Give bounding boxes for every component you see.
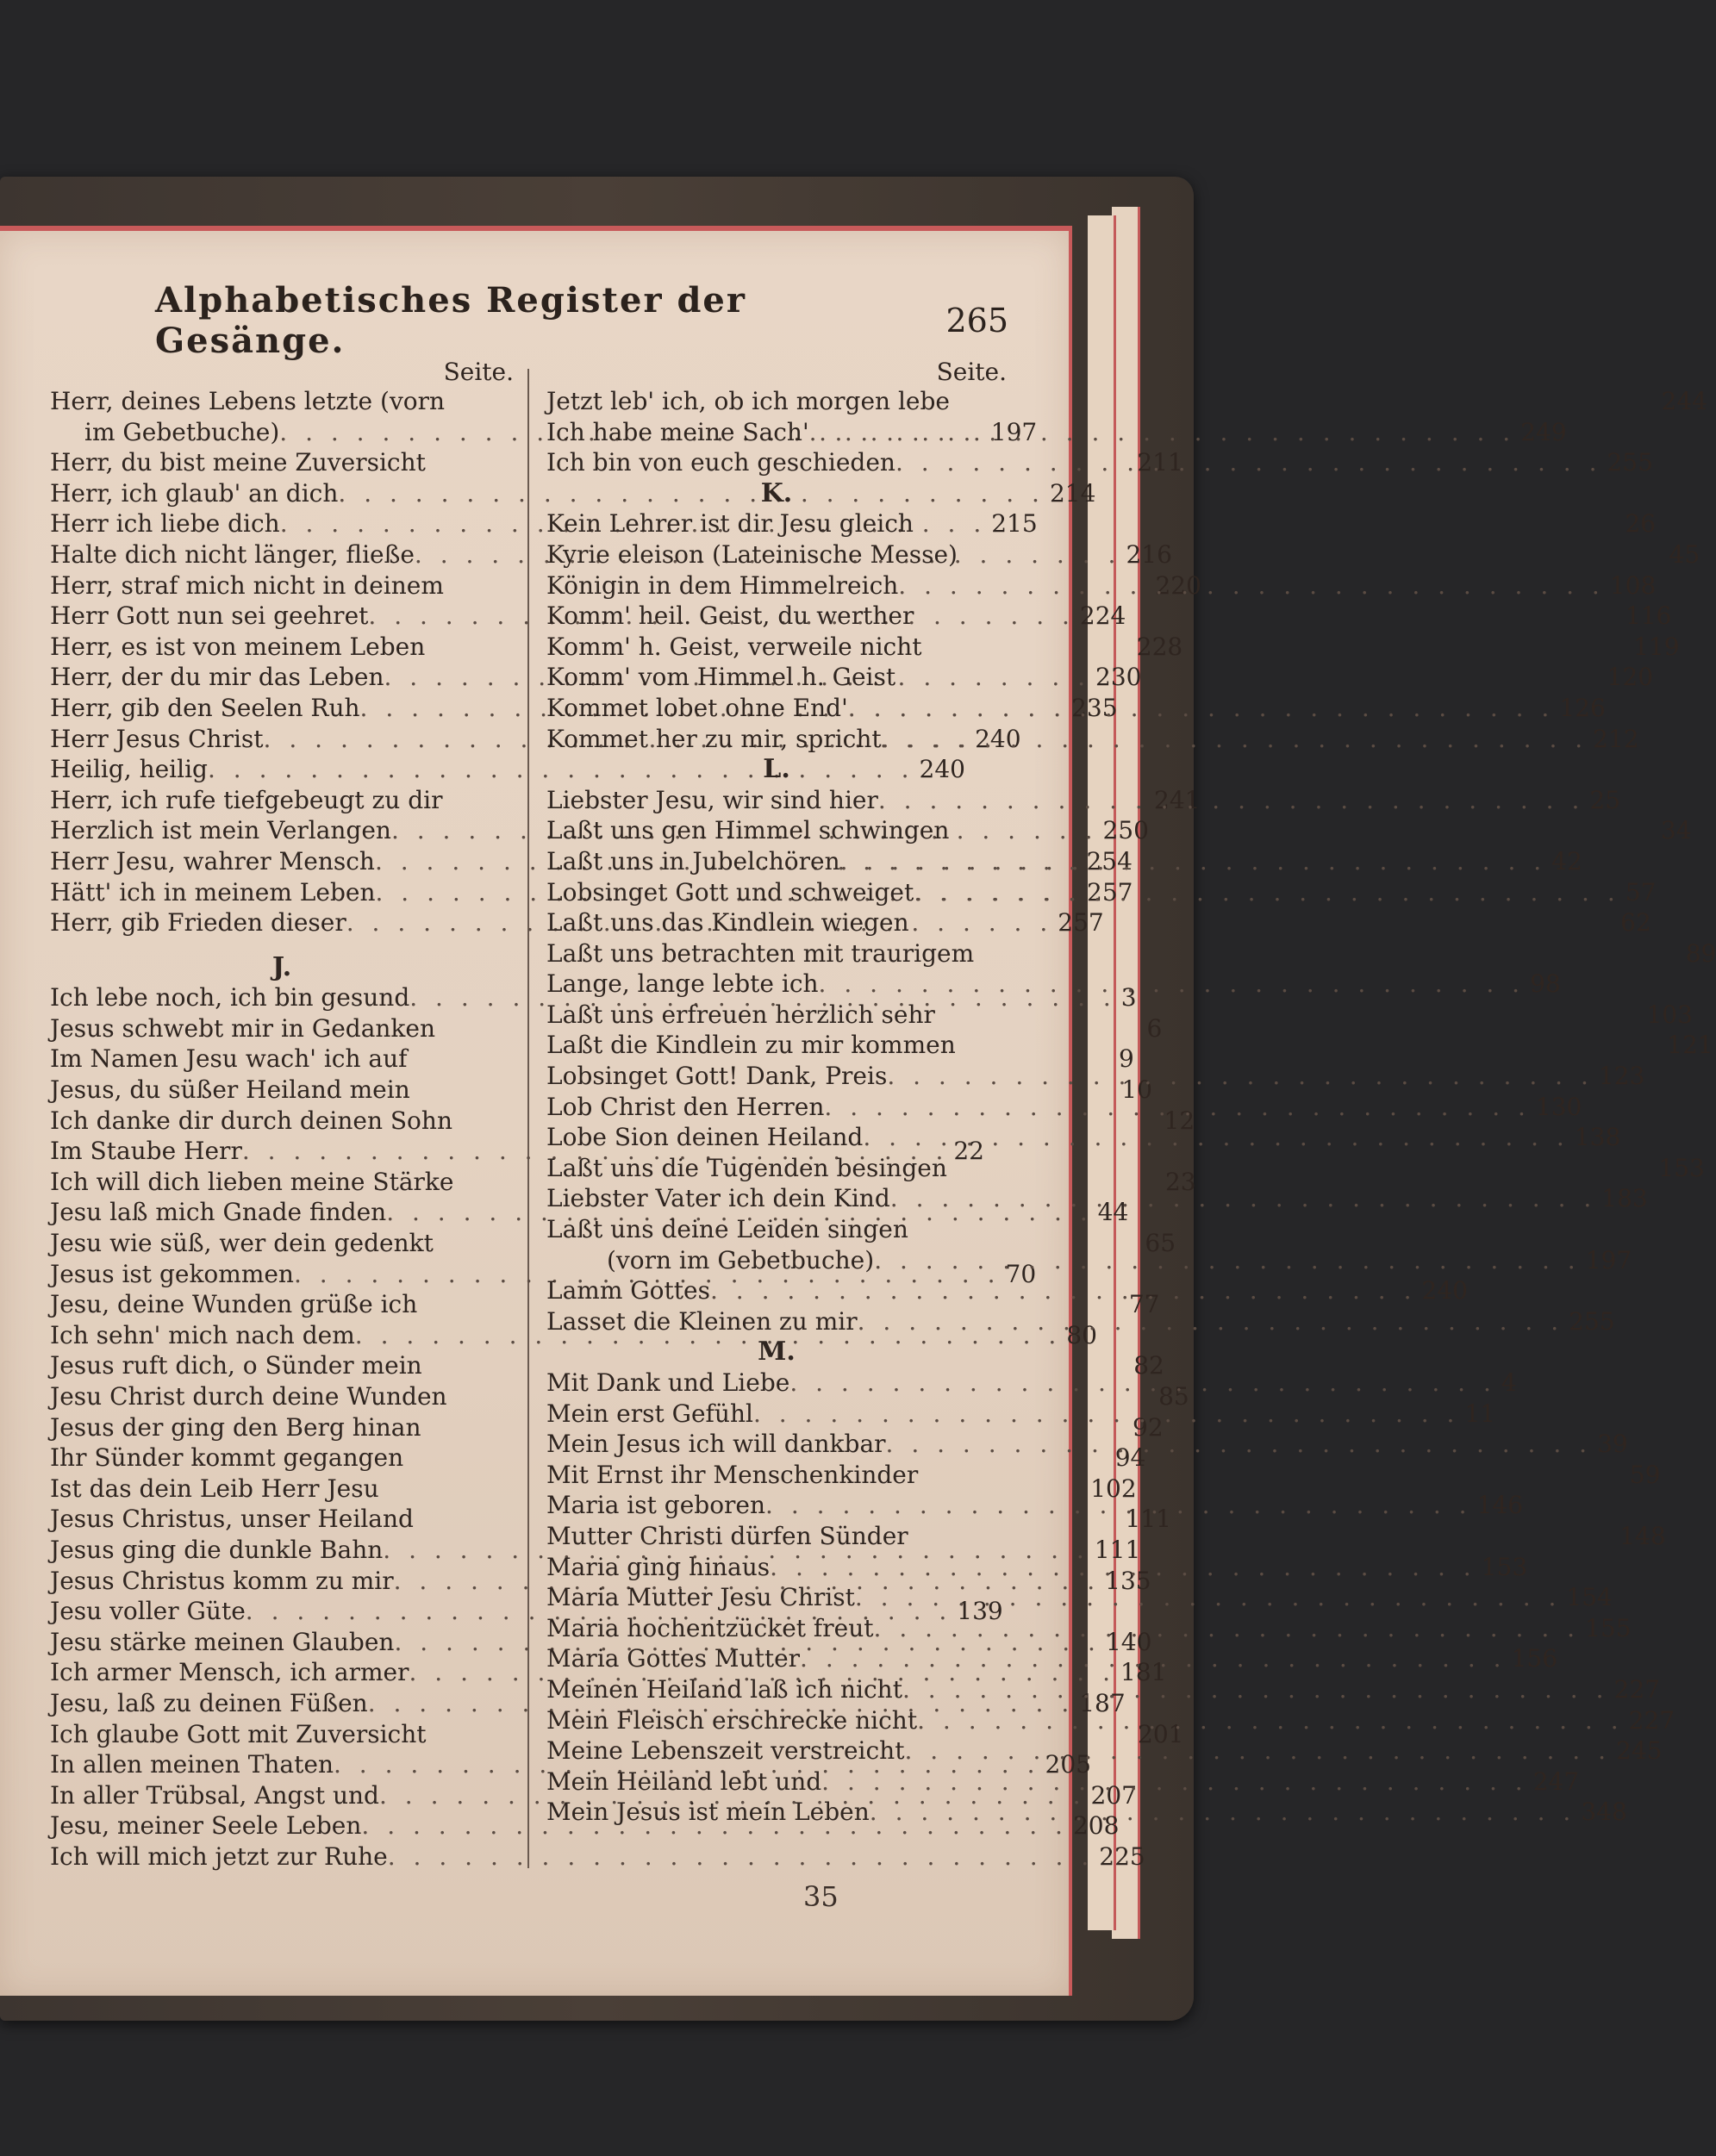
entry-title: Herr, du bist meine Zuversicht (50, 448, 426, 477)
entry-title: Ich will dich lieben meine Stärke (50, 1167, 454, 1196)
dot-leader (898, 570, 1605, 601)
entry-page-number: 89 (1685, 938, 1716, 968)
entry-page-number: 121 (1667, 1031, 1713, 1060)
entry-title: Laßt uns in Jubelchören (546, 846, 840, 875)
dot-leader (858, 1306, 1564, 1337)
entry-page-number: 85 (1158, 1382, 1189, 1411)
entry-title: Jesus Christus komm zu mir (50, 1566, 394, 1595)
entry-page-number: 42 (1551, 846, 1582, 875)
entry-page-number: 3 (1120, 983, 1137, 1013)
entry-title: Jetzt leb' ich, ob ich morgen lebe (546, 387, 950, 415)
entry-page-number: 102 (1090, 1474, 1137, 1503)
dot-leader (914, 877, 1620, 908)
entry-page-number: 111 (1125, 1505, 1171, 1534)
signature-mark: 35 (803, 1880, 839, 1913)
entry-page-number: 220 (1155, 570, 1201, 600)
entry-title: Mein erst Gefühl (546, 1399, 753, 1428)
dot-leader (863, 1122, 1569, 1153)
entry-page-number: 120 (1607, 663, 1654, 692)
entry-title: Jesu voller Güte (50, 1597, 246, 1626)
entry-title: Ich glaube Gott mit Zuversicht (50, 1719, 427, 1748)
entry-page-number: 211 (1137, 448, 1183, 477)
entry-title: Im Staube Herr (50, 1137, 242, 1166)
index-entry (546, 386, 1707, 417)
dot-leader (789, 1368, 1496, 1399)
dot-leader (895, 447, 1602, 478)
index-entry (546, 1214, 1007, 1245)
entry-page-number: 249 (1520, 417, 1567, 446)
entry-title: Heilig, heilig (50, 755, 208, 784)
entry-page-number: 130 (1535, 1092, 1582, 1121)
entry-title: Liebster Vater ich dein Kind (546, 1184, 890, 1213)
entry-page-number: 250 (1102, 816, 1149, 845)
entry-title: Jesu, laß zu deinen Füßen (50, 1688, 368, 1717)
entry-title: Jesu wie süß, wer dein gedenkt (50, 1229, 434, 1258)
entry-page-number: 240 (919, 755, 965, 784)
entry-page-number: 155 (1585, 1613, 1632, 1642)
entry-page-number: 197 (990, 417, 1038, 446)
index-entry (50, 386, 514, 417)
entry-title: Ich danke dir durch deinen Sohn (50, 1106, 452, 1135)
entry-page-number: 135 (1105, 1566, 1151, 1595)
entry-page-number: 255 (1569, 1306, 1615, 1336)
entry-page-number: 140 (1105, 1627, 1152, 1656)
entry-title: Komm' heil. Geist, du werther (546, 601, 914, 631)
dot-leader (855, 1582, 1562, 1613)
entry-title: Meine Lebenszeit verstreicht (546, 1736, 905, 1766)
entry-page-number: 10 (1121, 1075, 1152, 1105)
index-entry (546, 724, 1639, 755)
entry-page-number: 227 (1613, 1674, 1660, 1704)
entry-title: Lange, lange lebte ich (546, 969, 819, 999)
entry-title: Jesus ist gekommen (50, 1259, 294, 1288)
entry-page-number: 212 (1593, 724, 1639, 753)
entry-title: In allen meinen Thaten (50, 1750, 334, 1779)
entry-title: Jesus der ging den Berg hinan (50, 1412, 421, 1442)
entry-title: Herr Gott nun sei geehret (50, 601, 369, 631)
entry-title: Komm' vom Himmel h. Geist (546, 663, 896, 692)
entry-page-number: 34 (1660, 816, 1692, 845)
index-entry (546, 969, 1561, 1000)
dot-leader (848, 693, 1555, 724)
entry-page-number: 94 (1114, 1443, 1146, 1473)
dot-leader (710, 1275, 1417, 1306)
dot-leader (753, 1399, 1460, 1430)
entry-title: Kommet her zu mir, spricht (546, 724, 882, 753)
entry-page-number: 70 (1005, 1259, 1037, 1288)
entry-page-number: 12 (1164, 1106, 1195, 1135)
dot-leader (388, 1841, 1095, 1872)
dot-leader (874, 1245, 1581, 1276)
entry-title: Ihr Sünder kommt gegangen (50, 1443, 404, 1473)
index-entry (546, 1000, 1693, 1031)
entry-page-number: 6 (1146, 1013, 1163, 1043)
index-entry (546, 1582, 1613, 1613)
index-entry (50, 478, 1096, 509)
entry-title: Lob Christ den Herren (546, 1092, 825, 1121)
entry-title: Jesus ging die dunkle Bahn (50, 1535, 384, 1564)
entry-page-number: 197 (1585, 1245, 1632, 1274)
entry-title: Jesu laß mich Gnade finden (50, 1198, 387, 1227)
entry-title: Lobsinget Gott! Dank, Preis (546, 1062, 888, 1091)
entry-title: Herr, gib Frieden dieser (50, 908, 346, 938)
dot-leader (886, 1429, 1593, 1460)
entry-title: Halte dich nicht länger, fließe (50, 539, 415, 569)
dot-leader (870, 1797, 1576, 1828)
entry-title: Lobsinget Gott und schweiget (546, 877, 914, 907)
entry-page-number: 348 (1581, 1798, 1627, 1827)
entry-page-number: 77 (1128, 1290, 1160, 1319)
column-head: Seite. (936, 358, 1007, 386)
section-letter: K. (760, 477, 793, 508)
entry-title: Ich habe meine Sach' (546, 417, 809, 446)
entry-title: Jesus schwebt mir in Gedanken (50, 1013, 436, 1043)
entry-title: Herr Jesu, wahrer Mensch (50, 846, 375, 875)
entry-page-number: 45 (1669, 539, 1700, 569)
entry-page-number: 153 (1658, 1153, 1705, 1182)
column-head: Seite. (443, 358, 514, 386)
entry-page-number: 241 (1154, 785, 1201, 814)
entry-page-number: 4 (1501, 1368, 1517, 1397)
entry-page-number: 257 (1058, 908, 1104, 938)
entry-page-number: 23 (1164, 1167, 1196, 1196)
entry-page-number: 9 (1119, 1044, 1134, 1074)
entry-title: Mein Heiland lebt und (546, 1767, 822, 1796)
index-entry (50, 1350, 1164, 1381)
entry-page-number: 244 (1661, 387, 1707, 415)
entry-title: Lasset die Kleinen zu mir (546, 1306, 858, 1336)
entry-page-number: 207 (1090, 1780, 1137, 1810)
entry-title: Lamm Gottes (546, 1276, 710, 1305)
dot-leader (917, 1705, 1624, 1736)
entry-page-number: 257 (1087, 877, 1133, 907)
entry-page-number: 119 (1633, 632, 1680, 661)
entry-title: Laßt uns gen Himmel schwingen (546, 816, 950, 845)
dot-leader (887, 1061, 1594, 1092)
entry-page-number: 187 (1079, 1688, 1126, 1717)
entry-title: Herr, ich glaub' an dich (50, 478, 339, 508)
entry-page-number: 111 (1094, 1535, 1141, 1564)
dot-leader (902, 1674, 1609, 1705)
entry-title: Jesus Christus, unser Heiland (50, 1505, 414, 1534)
entry-title: Jesu Christ durch deine Wunden (50, 1382, 447, 1411)
entry-title: Mit Ernst ihr Menschenkinder (546, 1460, 919, 1489)
entry-page-number: 22 (953, 1137, 984, 1166)
entry-title: Maria ging hinaus (546, 1552, 771, 1581)
entry-title: Jesus ruft dich, o Sünder mein (50, 1351, 422, 1380)
entry-page-number: 240 (975, 724, 1021, 753)
entry-title: Ist das dein Leib Herr Jesu (50, 1474, 379, 1503)
entry-title: Maria hochentzücket freut (546, 1613, 874, 1642)
entry-title: Laßt uns die Tugenden besingen (546, 1153, 947, 1182)
entry-page-number: 154 (1566, 1583, 1613, 1612)
entry-title: Herr Jesus Christ (50, 724, 264, 753)
entry-title: Herzlich ist mein Verlangen (50, 816, 391, 845)
index-entry (546, 1122, 1621, 1153)
entry-title: Ich armer Mensch, ich armer (50, 1658, 409, 1687)
entry-title: Herr ich liebe dich (50, 509, 280, 539)
entry-title: In aller Trübsal, Angst und (50, 1780, 379, 1810)
entry-page-number: 116 (1625, 601, 1672, 631)
entry-page-number: 227 (1628, 1705, 1675, 1735)
entry-page-number: 230 (1095, 663, 1142, 692)
entry-page-number: 44 (1097, 1198, 1129, 1227)
dot-leader (821, 1767, 1528, 1798)
dot-leader (824, 1092, 1531, 1123)
entry-title: Herr, gib den Seelen Ruh (50, 693, 360, 722)
entry-page-number: 108 (1609, 570, 1657, 600)
entry-title: Herr, straf mich nicht in deinem (50, 570, 444, 600)
entry-page-number: 235 (1071, 693, 1118, 722)
entry-title: Ich bin von euch geschieden (546, 448, 895, 477)
entry-page-number: 205 (1045, 1750, 1091, 1779)
entry-page-number: 98 (1530, 969, 1561, 999)
entry-title: Komm' h. Geist, verweile nicht (546, 632, 922, 661)
entry-title: Jesu, meiner Seele Leben (50, 1811, 362, 1841)
entry-page-number: 240 (1421, 1276, 1468, 1305)
index-entry (546, 938, 1716, 969)
entry-title: Maria Mutter Jesu Christ (546, 1583, 855, 1612)
dot-leader (878, 785, 1585, 816)
dot-leader (800, 1643, 1507, 1674)
entry-page-number: 254 (1086, 846, 1133, 875)
entry-page-number: 138 (1574, 1123, 1621, 1152)
entry-title: Kyrie eleison (Lateinische Messe) (546, 539, 958, 569)
dot-leader (809, 417, 1516, 448)
entry-title: Maria ist geboren (546, 1491, 766, 1520)
entry-title: Jesu, deine Wunden grüße ich (50, 1290, 418, 1319)
entry-page-number: 214 (1049, 478, 1096, 508)
page-number: 265 (945, 302, 1008, 340)
index-entry (50, 1841, 1145, 1872)
entry-title: Laßt uns deine Leiden singen (546, 1215, 908, 1244)
entry-page-number: 181 (1120, 1658, 1167, 1687)
entry-page-number: 255 (1607, 448, 1653, 477)
index-entry (50, 754, 965, 785)
page-title: Alphabetisches Register der Gesänge. (155, 280, 746, 361)
dot-leader (819, 969, 1526, 1000)
entry-page-number: 208 (1072, 1811, 1120, 1841)
entry-page-number: 183 (1601, 1184, 1648, 1213)
entry-title: Meinen Heiland laß ich nicht (546, 1674, 902, 1704)
entry-title: Laßt die Kindlein zu mir kommen (546, 1031, 956, 1060)
entry-page-number: 103 (1646, 1000, 1693, 1029)
entry-title: Königin in dem Himmelreich (546, 570, 899, 600)
entry-page-number: 216 (1126, 539, 1172, 569)
entry-title: Im Namen Jesu wach' ich auf (50, 1044, 408, 1074)
entry-title: Mutter Christi dürfen Sünder (546, 1521, 908, 1550)
entry-title: Mein Jesus ich will dankbar (546, 1430, 886, 1459)
entry-title: Liebster Jesu, wir sind hier (546, 785, 878, 814)
entry-title: Ich lebe noch, ich bin gesund (50, 983, 410, 1013)
entry-page-number: 59 (1629, 1460, 1661, 1489)
entry-title: Herr, der du mir das Leben (50, 663, 384, 692)
entry-page-number: 65 (1145, 1229, 1176, 1258)
entry-page-number: 11 (1464, 1399, 1496, 1428)
section-letter: J. (271, 951, 292, 982)
dot-leader (840, 846, 1547, 877)
entry-page-number: 62 (1620, 908, 1651, 938)
entry-page-number: 224 (1079, 601, 1126, 631)
entry-page-number: 215 (991, 509, 1038, 539)
page-header (155, 280, 1008, 361)
entry-title: Herr, ich rufe tiefgebeugt zu dir (50, 785, 443, 814)
entry-title: Herr, deines Lebens letzte (vorn (50, 387, 446, 415)
entry-page-number: 92 (1133, 1412, 1164, 1442)
entry-title: Kommet lobet ohne End' (546, 693, 848, 722)
entry-title: Hätt' ich in meinem Leben (50, 877, 376, 907)
dot-leader (882, 724, 1588, 755)
entry-title: Herr, es ist von meinem Leben (50, 632, 426, 661)
entry-page-number: 57 (1625, 877, 1657, 907)
dot-leader (874, 1613, 1581, 1644)
entry-title: Laßt uns das Kindlein wiegen (546, 908, 909, 938)
entry-page-number: 126 (1559, 693, 1606, 722)
entry-title: (vorn im Gebetbuche) (607, 1245, 875, 1274)
index-entry (546, 1030, 1713, 1061)
entry-title: Jesus, du süßer Heiland mein (50, 1075, 410, 1105)
entry-page-number: 139 (957, 1597, 1003, 1626)
entry-page-number: 225 (1099, 1841, 1145, 1871)
entry-page-number: 228 (1136, 632, 1183, 661)
entry-title: Mein Jesus ist mein Leben (546, 1798, 870, 1827)
entry-page-number: 80 (1066, 1320, 1097, 1349)
entry-title: Laßt uns erfreuen herzlich sehr (546, 1000, 935, 1029)
entry-page-number: 247 (1532, 1767, 1580, 1796)
entry-title: Ich will mich jetzt zur Ruhe (50, 1841, 388, 1871)
entry-page-number: 26 (1625, 509, 1657, 539)
entry-title: Ich sehn' mich nach dem (50, 1320, 355, 1349)
entry-title: Lobe Sion deinen Heiland (546, 1123, 864, 1152)
entry-page-number: 123 (1598, 1062, 1645, 1091)
dot-leader (904, 1735, 1611, 1767)
section-letter: L. (763, 754, 790, 785)
entry-page-number: 153 (1481, 1552, 1528, 1581)
entry-title: Mein Fleisch erschrecke nicht (546, 1705, 918, 1735)
entry-page-number: 82 (1133, 1351, 1164, 1380)
entry-page-number: 39 (1597, 1430, 1628, 1459)
section-letter: M. (758, 1337, 796, 1368)
entry-title: im Gebetbuche) (84, 417, 280, 446)
entry-page-number: 201 (1138, 1719, 1184, 1748)
dot-leader (765, 1490, 1472, 1521)
entry-title: Laßt uns betrachten mit traurigem (546, 938, 975, 968)
entry-title: Jesu stärke meinen Glauben (50, 1627, 395, 1656)
dot-leader (890, 1183, 1597, 1214)
entry-title: Maria Gottes Mutter (546, 1644, 801, 1673)
entry-page-number: 156 (1511, 1644, 1558, 1673)
entry-page-number: 148 (1619, 1521, 1666, 1550)
entry-page-number: 25 (1589, 785, 1621, 814)
entry-title: Kein Lehrer ist dir Jesu gleich (546, 509, 914, 539)
entry-title: Mit Dank und Liebe (546, 1368, 790, 1397)
dot-leader (770, 1552, 1476, 1583)
book-page (0, 226, 1716, 1996)
entry-page-number: 146 (1476, 1491, 1524, 1520)
entry-page-number: 245 (1616, 1736, 1663, 1766)
